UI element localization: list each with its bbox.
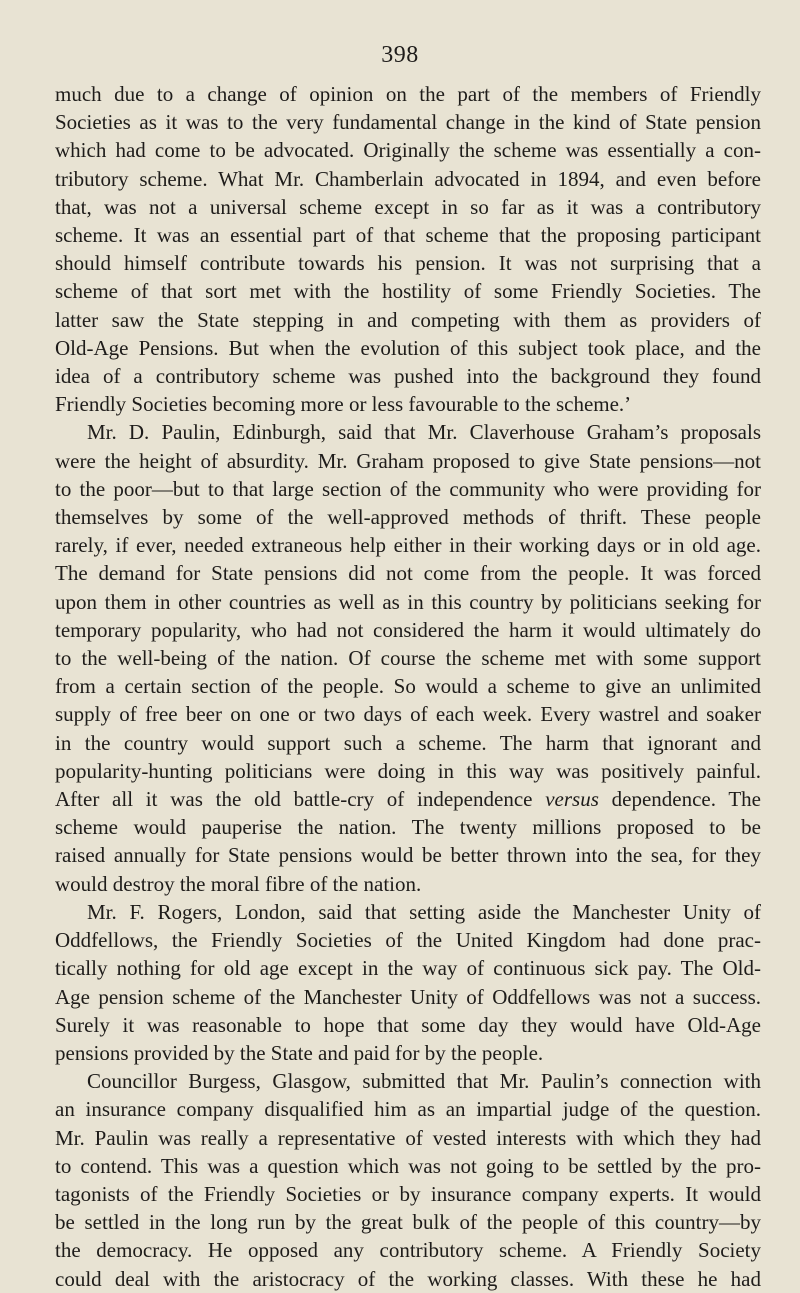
text-line: scheme. It was an essential part of that scheme that the proposing participant	[55, 223, 761, 248]
text-line: themselves by some of the well-approved methods of thrift. These people	[55, 505, 761, 530]
text-line: tagonists of the Friendly Societies or by insurance company experts. It would	[55, 1181, 761, 1206]
text-line: to the poor—but to that large section of the community who were providing for	[55, 476, 761, 501]
text-fragment: dependence. The	[598, 787, 762, 812]
text-line: idea of a contributory scheme was pushed into the background they found	[55, 364, 761, 389]
text-line: scheme would pauperise the nation. The twenty millions proposed to be	[55, 815, 761, 840]
text-line: popularity-hunting politicians were doing in this way was positively painful.	[55, 758, 761, 783]
text-line: Old-Age Pensions. But when the evolution of this subject took place, and the	[55, 335, 761, 360]
text-line: The demand for State pensions did not come from the people. It was forced	[55, 561, 761, 586]
paragraph-1	[55, 80, 761, 418]
text-line: pensions provided by the State and paid for by the people.	[55, 1040, 544, 1065]
text-line: to the well-being of the nation. Of course the scheme met with some support	[55, 646, 761, 671]
text-line: tributory scheme. What Mr. Chamberlain advocated in 1894, and even before	[55, 166, 761, 191]
text-line: tically nothing for old age except in the way of continuous sick pay. The Old-	[55, 956, 761, 981]
text-line: upon them in other countries as well as in this country by politicians seeking for	[55, 589, 761, 614]
text-line: would destroy the moral fibre of the nation.	[55, 871, 422, 896]
page-number: 398	[381, 42, 419, 68]
text-line: an insurance company disqualified him as an impartial judge of the question.	[55, 1097, 761, 1122]
text-line: Mr. Paulin was really a representative of vested interests with which they had	[55, 1125, 761, 1150]
paragraph-3	[55, 898, 761, 1067]
text-line: rarely, if ever, needed extraneous help either in their working days or in old age.	[55, 533, 761, 558]
text-line-versus	[55, 785, 761, 813]
text-line: scheme of that sort met with the hostility of some Friendly Societies. The	[55, 279, 761, 304]
text-line: supply of free beer on one or two days of each week. Every wastrel and soaker	[55, 702, 761, 727]
text-line: that, was not a universal scheme except in so far as it was a contributory	[55, 194, 761, 219]
text-line: latter saw the State stepping in and competing with them as providers of	[55, 307, 761, 332]
text-line: to contend. This was a question which was not going to be settled by the pro-	[55, 1153, 761, 1178]
text-line: Mr. F. Rogers, London, said that setting aside the Manchester Unity of	[87, 899, 761, 924]
text-line: should himself contribute towards his pension. It was not surprising that a	[55, 251, 761, 276]
text-line: were the height of absurdity. Mr. Graham proposed to give State pensions—not	[55, 448, 761, 473]
text-line: in the country would support such a scheme. The harm that ignorant and	[55, 730, 761, 755]
text-line: Friendly Societies becoming more or less favourable to the scheme.’	[55, 392, 632, 417]
text-line: the democracy. He opposed any contributory scheme. A Friendly Society	[55, 1238, 761, 1263]
text-line: could deal with the aristocracy of the working classes. With these he had	[55, 1266, 761, 1291]
text-line: Mr. D. Paulin, Edinburgh, said that Mr. Claverhouse Graham’s proposals	[87, 420, 761, 445]
text-line: which had come to be advocated. Originally the scheme was essentially a con-	[55, 138, 761, 163]
text-line: raised annually for State pensions would be better thrown into the sea, for they	[55, 843, 761, 868]
text-line: from a certain section of the people. So would a scheme to give an unlimited	[55, 674, 761, 699]
text-line: be settled in the long run by the great bulk of the people of this country—by	[55, 1210, 761, 1235]
italic-word: versus	[545, 787, 599, 812]
body-text	[55, 80, 761, 1293]
text-fragment: After all it was the old battle-cry of independence	[55, 787, 546, 812]
text-line: temporary popularity, who had not considered the harm it would ultimately do	[55, 617, 761, 642]
text-line: Councillor Burgess, Glasgow, submitted that Mr. Paulin’s connection with	[87, 1069, 761, 1094]
text-line: Surely it was reasonable to hope that some day they would have Old-Age	[55, 1012, 761, 1037]
text-line: much due to a change of opinion on the part of the members of Friendly	[55, 82, 761, 106]
text-line: Age pension scheme of the Manchester Unity of Oddfellows was not a success.	[55, 984, 761, 1009]
text-line: Societies as it was to the very fundamental change in the kind of State pension	[55, 110, 761, 135]
paragraph-2	[55, 418, 761, 897]
text-line: Oddfellows, the Friendly Societies of the United Kingdom had done prac-	[55, 928, 761, 953]
paragraph-4	[55, 1067, 761, 1293]
